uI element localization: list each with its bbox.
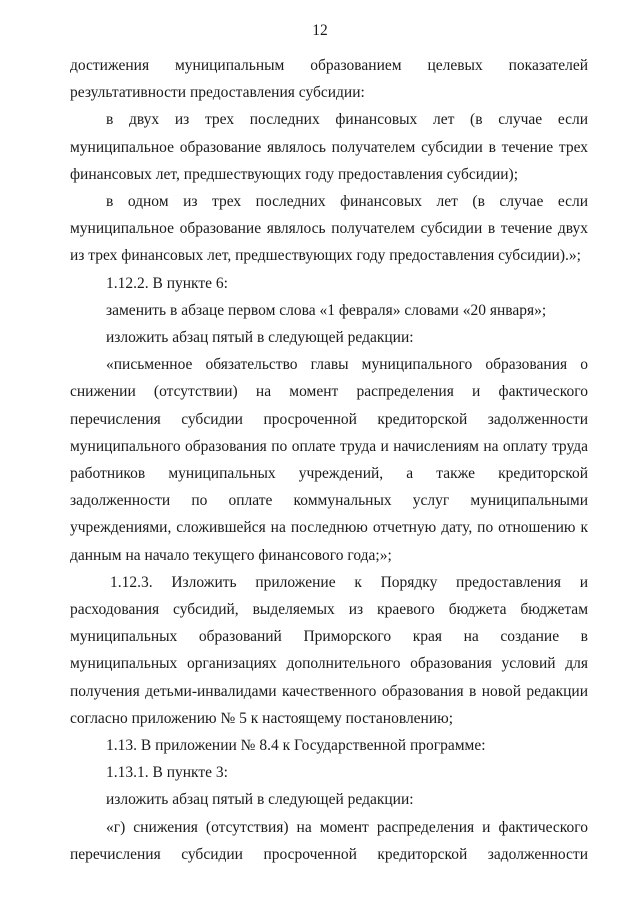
page-number: 12 bbox=[312, 22, 328, 39]
paragraph: 1.12.3. Изложить приложение к Порядку предоставления и расходования субсидий, выделяемых из краевого бюджета бюджетам муниципальных образований Приморского края на создание в муниципальных организациях дополнительного образования условий для получения детьми-инвалидами качественного образования в новой редакции согласно приложению № 5 к настоящему постановлению; bbox=[70, 573, 588, 727]
paragraph: 1.13. В приложении № 8.4 к Государственной программе: bbox=[106, 737, 486, 755]
paragraph: изложить абзац пятый в следующей редакции: bbox=[106, 329, 414, 347]
paragraph: «письменное обязательство главы муниципального образования о снижении (отсутствии) на момент распределения и фактического перечисления субсидии просроченной кредиторской задолженности муниципального образования по оплате труда и начислениям на оплату труда работников муниципальных учреждений, а также кредиторской задолженности по оплате коммунальных услуг муниципальными учреждениями, сложившейся на последнюю отчетную дату, по отношению к данным на начало текущего финансового года;»; bbox=[70, 356, 588, 564]
paragraph: изложить абзац пятый в следующей редакции: bbox=[106, 791, 414, 809]
paragraph: в одном из трех последних финансовых лет (в случае если муниципальное образование являлось получателем субсидии в течение двух из трех финансовых лет, предшествующих году предоставления субсидии).»; bbox=[70, 193, 588, 265]
paragraph: заменить в абзаце первом слова «1 февраля» словами «20 января»; bbox=[106, 301, 547, 319]
paragraph: 1.13.1. В пункте 3: bbox=[106, 764, 228, 782]
paragraph: «г) снижения (отсутствия) на момент распределения и фактического перечисления субсидии просроченной кредиторской задолженности bbox=[70, 818, 588, 863]
document-body bbox=[70, 52, 588, 868]
paragraph: достижения муниципальным образованием целевых показателей результативности предоставления субсидии: bbox=[70, 57, 588, 102]
paragraph: 1.12.2. В пункте 6: bbox=[106, 274, 228, 292]
paragraph: в двух из трех последних финансовых лет (в случае если муниципальное образование являлось получателем субсидии в течение трех финансовых лет, предшествующих году предоставления субсидии); bbox=[70, 111, 588, 183]
